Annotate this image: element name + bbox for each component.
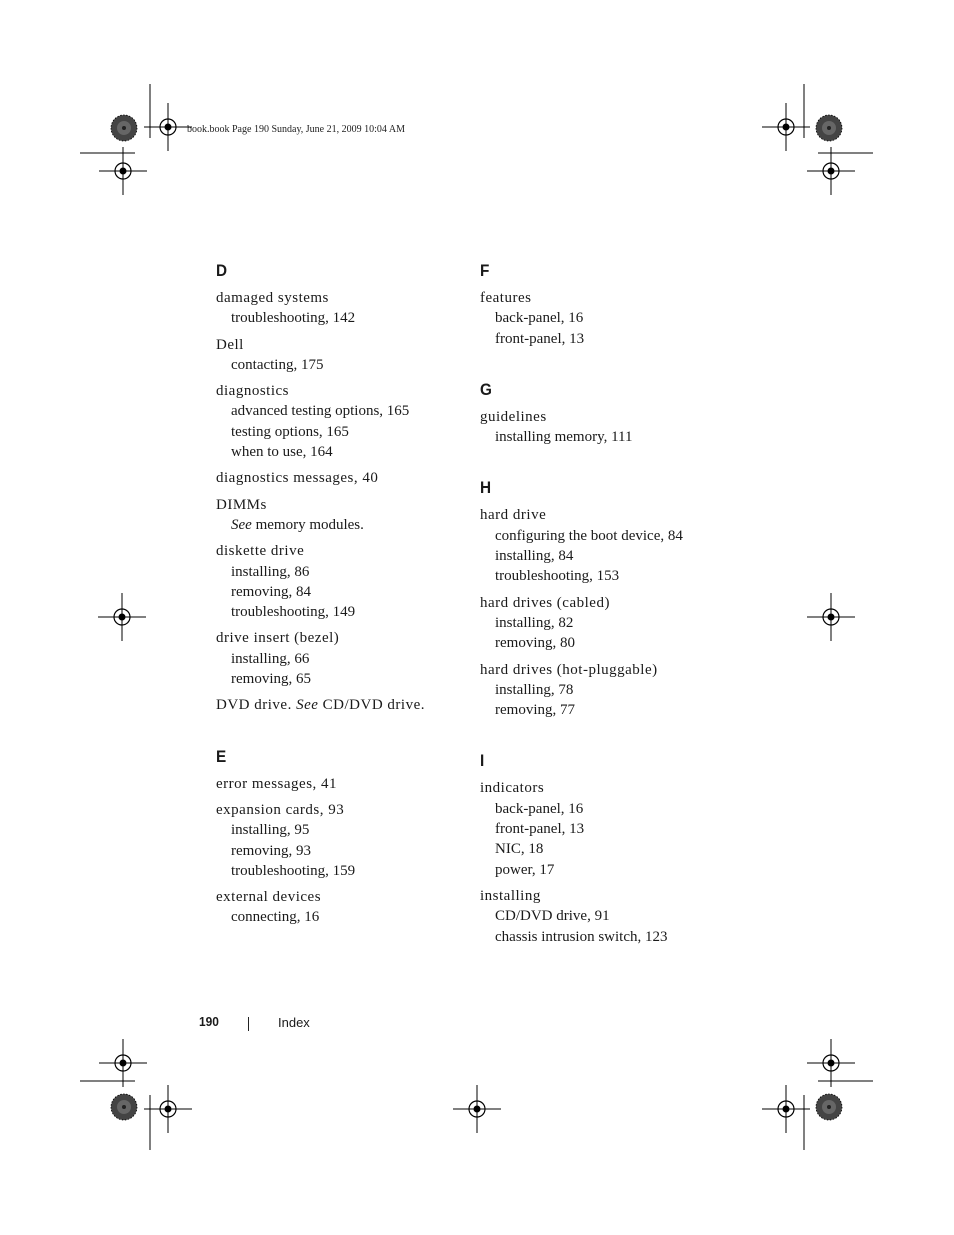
entry-subterm: front-panel, 13 [495, 330, 585, 347]
index-entry [480, 505, 720, 586]
index-section-d [216, 258, 456, 716]
entry-subterm [216, 515, 456, 535]
entry-subterm: configuring the boot device, 84 [495, 527, 683, 544]
entry-subterm: installing, 84 [495, 548, 574, 565]
index-entry [480, 593, 720, 654]
entry-term: hard drives (hot-pluggable) [480, 661, 658, 678]
see-reference: See [231, 516, 252, 533]
entry-subterm: chassis intrusion switch, 123 [495, 928, 668, 945]
entry-subterm: troubleshooting, 149 [231, 604, 356, 621]
index-entry [480, 778, 720, 879]
index-entry [216, 695, 456, 715]
entry-term: features [480, 290, 532, 306]
section-title: Index [278, 1015, 310, 1030]
index-entry [216, 468, 456, 488]
index-entry [216, 495, 456, 536]
entry-subterm: connecting, 16 [231, 909, 320, 926]
entry-term: hard drives (cabled) [480, 594, 610, 611]
entry-subterm: installing, 82 [495, 614, 574, 631]
entry-subterm: installing memory, 111 [495, 429, 633, 446]
entry-term: diagnostics [216, 383, 289, 400]
index-entry [216, 541, 456, 622]
section-letter: H [480, 478, 492, 498]
index-entry [480, 886, 720, 947]
index-entry [480, 407, 720, 448]
entry-subterm: removing, 65 [231, 671, 311, 688]
term-text: CD/DVD drive. [318, 697, 425, 714]
index-entry [216, 288, 456, 329]
entry-term: DIMMs [216, 496, 267, 513]
index-entry [480, 660, 720, 721]
color-bar-circle-icon [111, 115, 137, 141]
section-letter: D [216, 261, 228, 280]
entry-subterm: removing, 80 [495, 635, 575, 652]
index-section-g [480, 377, 720, 448]
entry-term: external devices [216, 889, 322, 906]
index-entry [216, 887, 456, 928]
see-reference: See [296, 697, 319, 714]
index-entry [216, 335, 456, 376]
index-entry [216, 381, 456, 462]
section-letter: G [480, 379, 492, 399]
entry-subterm: removing, 77 [495, 702, 575, 719]
entry-subterm: back-panel, 16 [495, 800, 584, 817]
entry-term: diskette drive [216, 543, 305, 560]
section-letter: F [480, 261, 490, 280]
section-letter: I [480, 751, 485, 771]
index-section-h [480, 475, 720, 720]
entry-subterm: troubleshooting, 153 [495, 568, 620, 585]
entry-term: expansion cards, 93 [216, 801, 345, 818]
entry-subterm: troubleshooting, 159 [231, 862, 356, 879]
entry-subterm: removing, 93 [231, 842, 311, 859]
index-column-right [480, 258, 720, 975]
entry-subterm: front-panel, 13 [495, 821, 585, 838]
index-column-left [216, 258, 456, 956]
entry-subterm: removing, 84 [231, 583, 311, 600]
entry-term: installing [480, 887, 541, 904]
entry-subterm: contacting, 175 [231, 356, 324, 373]
entry-subterm: advanced testing options, 165 [231, 403, 410, 420]
footer-divider [248, 1017, 249, 1031]
entry-subterm: NIC, 18 [495, 841, 544, 858]
entry-subterm: installing, 95 [231, 822, 310, 839]
entry-subterm: troubleshooting, 142 [231, 310, 356, 327]
entry-subterm: installing, 78 [495, 681, 574, 698]
entry-subterm: CD/DVD drive, 91 [495, 908, 610, 925]
entry-subterm: installing, 66 [231, 650, 310, 667]
entry-term: Dell [216, 336, 244, 353]
index-section-e [216, 744, 456, 928]
index-entry [480, 288, 720, 349]
index-entry [216, 774, 456, 794]
entry-subterm: testing options, 165 [231, 423, 349, 440]
entry-term: error messages, 41 [216, 775, 338, 792]
entry-term: indicators [480, 780, 545, 797]
index-section-i [480, 748, 720, 946]
page-number: 190 [199, 1014, 219, 1029]
index-entry [216, 800, 456, 881]
entry-subterm: back-panel, 16 [495, 310, 584, 327]
term-text: memory modules. [251, 516, 364, 533]
term-text: DVD drive. [216, 697, 297, 714]
entry-term: damaged systems [216, 290, 329, 306]
index-entry [216, 628, 456, 689]
entry-subterm: installing, 86 [231, 563, 310, 580]
section-letter: E [216, 746, 227, 766]
entry-term [216, 695, 456, 715]
entry-term: diagnostics messages, 40 [216, 470, 379, 487]
entry-term: guidelines [480, 408, 547, 425]
entry-term: drive insert (bezel) [216, 630, 340, 647]
entry-subterm: when to use, 164 [231, 444, 333, 461]
index-section-f [480, 258, 720, 349]
entry-subterm: power, 17 [495, 861, 555, 878]
print-slug: book.book Page 190 Sunday, June 21, 2009 10:04 AM [187, 124, 405, 135]
entry-term: hard drive [480, 507, 547, 524]
